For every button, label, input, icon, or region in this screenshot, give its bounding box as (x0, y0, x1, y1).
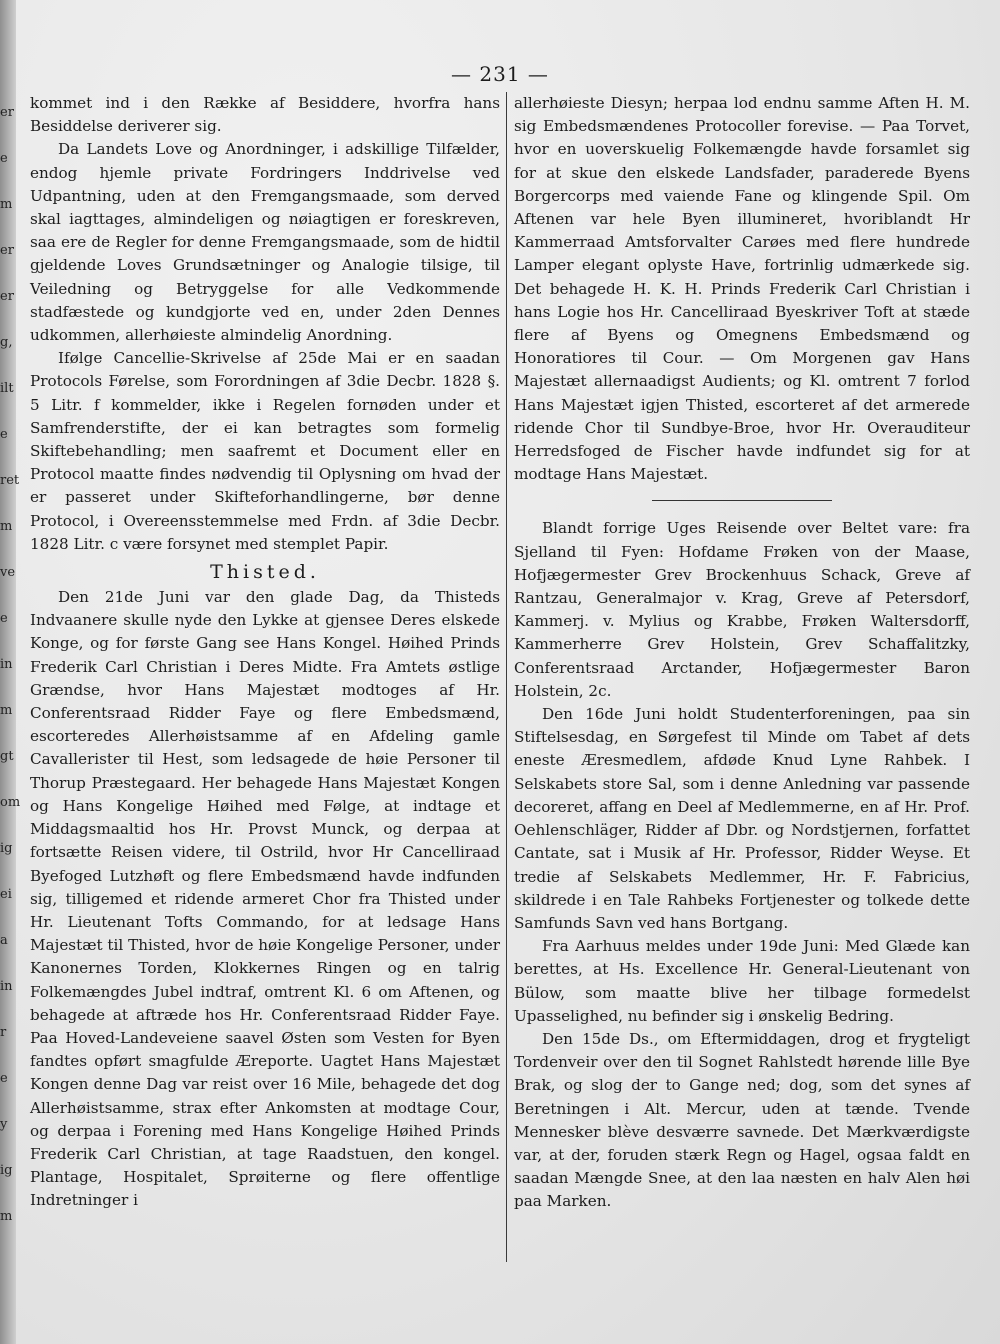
margin-fragment: ig (0, 841, 13, 856)
margin-fragment: er (0, 243, 14, 258)
margin-fragment: m (0, 703, 13, 718)
left-paragraph-4: Den 21de Juni var den glade Dag, da Thisteds Indvaanere skulle nyde den Lykke at gjensee Deres elskede Konge, og for første Gang see Hans Kongel. Høihed Prinds Frederik Carl Christian i Deres Midte. Fra Amtets østlige Grændse, hvor Hans Majestæt modtoges af Hr. Conferentsraad Ridder Faye og flere Embedsmænd, escorteredes Allerhøistsamme af en Afdeling gamle Cavallerister til Hest, som ledsagede de høie Personer til Thorup Præstegaard. Her behagede Hans Majestæt Kongen og Hans Kongelige Høihed med Følge, at indtage et Middagsmaaltid hos Hr. Provst Munck, og derpaa at fortsætte Reisen videre, til Ostrild, hvor Hr Cancelliraad Byefoged Lutzhøft og flere Embedsmænd havde indfunden sig, tilligemed et ridende armeret Chor fra Thisted under Hr. Lieutenant Tofts Commando, for at ledsage Hans Majestæt til Thisted, hvor de høie Kongelige Personer, under Kanonernes Torden, Klokkernes Ringen og en talrig Folkemængdes Jubel indtraf, omtrent Kl. 6 om Aftenen, og behagede at aftræde hos Hr. Conferentsraad Ridder Faye. Paa Hoved-Landeveiene saavel Østen som Vesten for Byen fandtes opført smagfulde Æreporte. Uagtet Hans Majestæt Kongen denne Dag var reist over 16 Mile, behagede det dog Allerhøistsamme, strax efter Ankomsten at modtage Cour, og derpaa i Forening med Hans Kongelige Høihed Prinds Frederik Carl Christian, at tage Raadstuen, den kongel. Plantage, Hospitalet, Sprøiterne og flere offentlige Indretninger i (30, 588, 500, 1210)
right-paragraph-3: Den 16de Juni holdt Studenterforeningen, paa sin Stiftelsesdag, en Sørgefest til Minde om Tabet af dets eneste Æresmedlem, afdøde Knud Lyne Rahbek. I Selskabets store Sal, som i denne Anledning var passende decoreret, affang en Deel af Medlemmerne, en af Hr. Prof. Oehlenschläger, Ridder af Dbr. og Nordstjernen, forfattet Cantate, sat i Musik af Hr. Professor, Ridder Weyse. Et tredie af Selskabets Medlemmer, Hr. F. Fabricius, skildrede i en Tale Rahbeks Fortjenester og tolkede dette Samfunds Savn ved hans Bortgang. (514, 705, 970, 932)
margin-fragment: m (0, 519, 13, 534)
margin-fragment: er (0, 289, 14, 304)
margin-fragment: gt (0, 749, 14, 764)
section-divider (652, 500, 832, 501)
left-paragraph-3: Ifølge Cancellie-Skrivelse af 25de Mai er en saadan Protocols Førelse, som Forordningen af 3die Decbr. 1828 §. 5 Litr. f kommelder, ikke i Regelen fornøden under et Samfrenderstifte, der ei kan betragtes som formelig Skifteb͏ehandling; men saafremt et Document eller en Protocol maatte findes nødvendig til Oplysning om hvad der er passeret under Skifteforhandlingerne, bør denne Protocol, i Overeensstemmelse med Frdn. af 3die Decbr. 1828 Litr. c være forsynet med stemplet Papir. (30, 349, 500, 553)
left-column (30, 92, 500, 1213)
right-paragraph-4: Fra Aarhuus meldes under 19de Juni: Med Glæde kan berettes, at Hs. Excellence Hr. General-Lieutenant von Bülow, som maatte blive her tilbage formedelst Upasselighed, nu befinder sig i ønskelig Bedring. (514, 937, 970, 1025)
right-paragraph-1: allerhøieste Diesyn; herpaa lod endnu samme Aften H. M. sig Embedsmændenes Protocoller forevise. — Paa Torvet, hvor en uoverskuelig Folkemængde havde forsamlet sig for at skue den elskede Landsfader, paraderede Byens Borgercorps med vaiende Fane og klingende Spil. Om Aftenen var hele Byen illumineret, hvoriblandt Hr Kammerraad Amtsforvalter Carøes med flere hundrede Lamper elegant oplyste Have, fortrinlig udmærkede sig. Det behagede H. K. H. Prinds Frederik Carl Christian i hans Logie hos Hr. Cancelliraad Byeskriver Toft at stæde flere af Byens og Omegnens Embedsmænd og Honoratiores til Cour. — Om Morgenen gav Hans Majestæt allernaadigst Audients; og Kl. omtrent 7 forlod Hans Majestæt igjen Thisted, escorteret af det armerede ridende Chor til Sundbye-Broe, hvor Hr. Overauditeur Herredsfoged de Fischer havde indfundet sig for at modtage Hans Majestæt. (514, 94, 970, 484)
page-number: — 231 — (451, 62, 549, 86)
margin-fragment: m (0, 1209, 13, 1224)
right-column (514, 92, 970, 1214)
margin-fragment: in (0, 657, 13, 672)
margin-fragment: a (0, 933, 8, 948)
margin-fragment: er (0, 105, 14, 120)
margin-fragment: e (0, 1071, 8, 1086)
margin-fragment: y (0, 1117, 8, 1132)
margin-fragment: om (0, 795, 21, 810)
margin-fragment: in (0, 979, 13, 994)
margin-fragment: g, (0, 335, 13, 350)
margin-fragment: e (0, 151, 8, 166)
left-paragraph-1: kommet ind i den Række af Besiddere, hvorfra hans Besiddelse deriverer sig. (30, 94, 500, 136)
margin-fragment: m (0, 197, 13, 212)
margin-fragment: ei (0, 887, 12, 902)
margin-fragment: e (0, 427, 8, 442)
margin-fragment: ig (0, 1163, 13, 1178)
right-paragraph-2: Blandt forrige Uges Reisende over Beltet vare: fra Sjelland til Fyen: Hofdame Frøken von der Maase, Hofjægermester Grev Brockenhuus Schack, Greve af Rantzau, Generalmajor v. Krag, Greve af Petersdorf, Kammerj. v. Mylius og Krabbe, Frøken Waltersdorff, Kammerherre Grev Holstein, Grev Schaffalitzky, Conferentsraad Arctander, Hofjægermester Baron Holstein, 2c. (514, 519, 970, 700)
margin-fragment: ve (0, 565, 16, 580)
margin-fragment: r (0, 1025, 7, 1040)
margin-fragment: ilt (0, 381, 14, 396)
margin-fragment: ret (0, 473, 20, 488)
left-paragraph-2: Da Landets Love og Anordninger, i adskillige Tilfælder, endog hjemle private Fordringers Inddrivelse ved Udpantning, uden at den Fremgangsmaade, som derved skal iagttages, almindeligen og nøiagtigen er foreskreven, saa ere de Regler for denne Fremgangsmaade, som de hidtil gjeldende Loves Grundsætninger og Analogie tilsige, til Veiledning og Betryggelse for alle Vedkommende stadfæstede og kundgjorte ved en, under 2den Dennes udkommen, allerhøieste almindelig Anordning. (30, 140, 500, 345)
margin-fragment: e (0, 611, 8, 626)
column-divider (506, 92, 507, 1262)
section-heading-thisted: Thisted. (210, 561, 320, 584)
right-paragraph-5: Den 15de Ds., om Eftermiddagen, drog et frygteligt Tordenveir over den til Sognet Rahlstedt hørende lille Bye Brak, og slog der to Gange ned; dog, som det synes af Beretningen i Alt. Mercur, uden at tænde. Tvende Mennesker blève desværre savnede. Det Mærkværdigste var, at der, foruden stærk Regn og Hagel, ogsaa faldt en saadan Mængde Snee, at den laa næsten en halv Alen høi paa Marken. (514, 1029, 970, 1211)
